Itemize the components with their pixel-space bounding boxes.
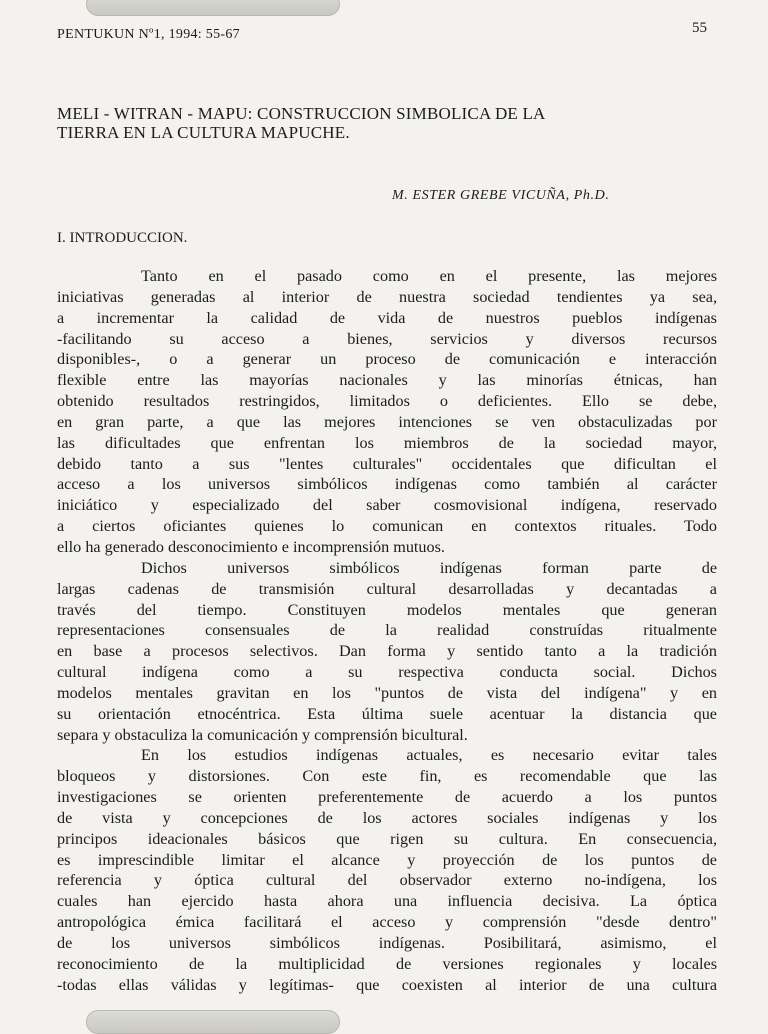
text-line: obtenido resultados restringidos, limitados o deficientes. Ello se debe, bbox=[57, 392, 717, 411]
text-line: largas cadenas de transmisión cultural desarrolladas y decantadas a bbox=[57, 579, 717, 598]
text-line: flexible entre las mayorías nacionales y las minorías étnicas, han bbox=[57, 371, 717, 390]
body-text bbox=[57, 266, 717, 996]
title-line: MELI - WITRAN - MAPU: CONSTRUCCION SIMBOLICA DE LA bbox=[57, 104, 546, 123]
text-line: modelos mentales gravitan en los "puntos de vista del indígena" y en bbox=[57, 683, 717, 702]
text-line: separa y obstaculiza la comunicación y comprensión bicultural. bbox=[57, 725, 468, 744]
text-line: iniciático y especializado del saber cosmovisional indígena, reservado bbox=[57, 496, 717, 515]
author-name: M. ESTER GREBE VICUÑA, Ph.D. bbox=[392, 188, 610, 203]
text-line: disponibles-, o a generar un proceso de comunicación e interacción bbox=[57, 350, 717, 369]
text-line: antropológica émica facilitará el acceso y comprensión "desde dentro" bbox=[57, 913, 717, 932]
text-line: debido tanto a sus "lentes culturales" occidentales que dificultan el bbox=[57, 454, 717, 473]
title-line: TIERRA EN LA CULTURA MAPUCHE. bbox=[57, 123, 350, 142]
section-heading: I. INTRODUCCION. bbox=[57, 230, 188, 246]
text-line: acceso a los universos simbólicos indígenas como también al carácter bbox=[57, 475, 717, 494]
text-line: cuales han ejercido hasta ahora una influencia decisiva. La óptica bbox=[57, 892, 717, 911]
text-line: de los universos simbólicos indígenas. Posibilitará, asimismo, el bbox=[57, 934, 717, 952]
text-line: a incrementar la calidad de vida de nuestros pueblos indígenas bbox=[57, 308, 717, 327]
text-line: En los estudios indígenas actuales, es necesario evitar tales bbox=[141, 746, 717, 765]
text-line: iniciativas generadas al interior de nuestra sociedad tendientes ya sea, bbox=[57, 287, 717, 306]
text-line: reconocimiento de la multiplicidad de versiones regionales y locales bbox=[57, 954, 717, 973]
text-line: las dificultades que enfrentan los miembros de la sociedad mayor, bbox=[57, 433, 717, 452]
text-line: -todas ellas válidas y legítimas- que coexisten al interior de una cultura bbox=[57, 975, 717, 994]
text-line: en base a procesos selectivos. Dan forma y sentido tanto a la tradición bbox=[57, 642, 717, 661]
page-number: 55 bbox=[692, 20, 707, 36]
text-line: su orientación etnocéntrica. Esta última suele acentuar la distancia que bbox=[57, 704, 717, 723]
text-line: a ciertos oficiantes quienes lo comunican en contextos rituales. Todo bbox=[57, 517, 717, 536]
text-line: principos ideacionales básicos que rigen su cultura. En consecuencia, bbox=[57, 829, 717, 848]
text-line: de vista y concepciones de los actores sociales indígenas y los bbox=[57, 808, 717, 827]
text-line: en gran parte, a que las mejores intenciones se ven obstaculizadas por bbox=[57, 412, 717, 431]
article-title bbox=[57, 104, 727, 142]
binder-clip-top bbox=[86, 0, 340, 16]
text-line: ello ha generado desconocimiento e incomprensión mutuos. bbox=[57, 537, 445, 556]
journal-citation: PENTUKUN Nº1, 1994: 55-67 bbox=[57, 27, 240, 42]
text-line: bloqueos y distorsiones. Con este fin, es recomendable que las bbox=[57, 767, 717, 786]
binder-clip-bottom bbox=[86, 1010, 340, 1034]
text-line: representaciones consensuales de la realidad construídas ritualmente bbox=[57, 621, 717, 640]
text-line: es imprescindible limitar el alcance y proyección de los puntos de bbox=[57, 850, 717, 869]
text-line: Tanto en el pasado como en el presente, las mejores bbox=[141, 267, 717, 285]
text-line: Dichos universos simbólicos indígenas forman parte de bbox=[141, 558, 717, 577]
text-line: cultural indígena como a su respectiva conducta social. Dichos bbox=[57, 663, 717, 682]
text-line: referencia y óptica cultural del observador externo no-indígena, los bbox=[57, 871, 717, 890]
text-line: -facilitando su acceso a bienes, servicios y diversos recursos bbox=[57, 329, 717, 348]
text-line: investigaciones se orienten preferentemente de acuerdo a los puntos bbox=[57, 788, 717, 807]
text-line: través del tiempo. Constituyen modelos mentales que generan bbox=[57, 600, 717, 619]
